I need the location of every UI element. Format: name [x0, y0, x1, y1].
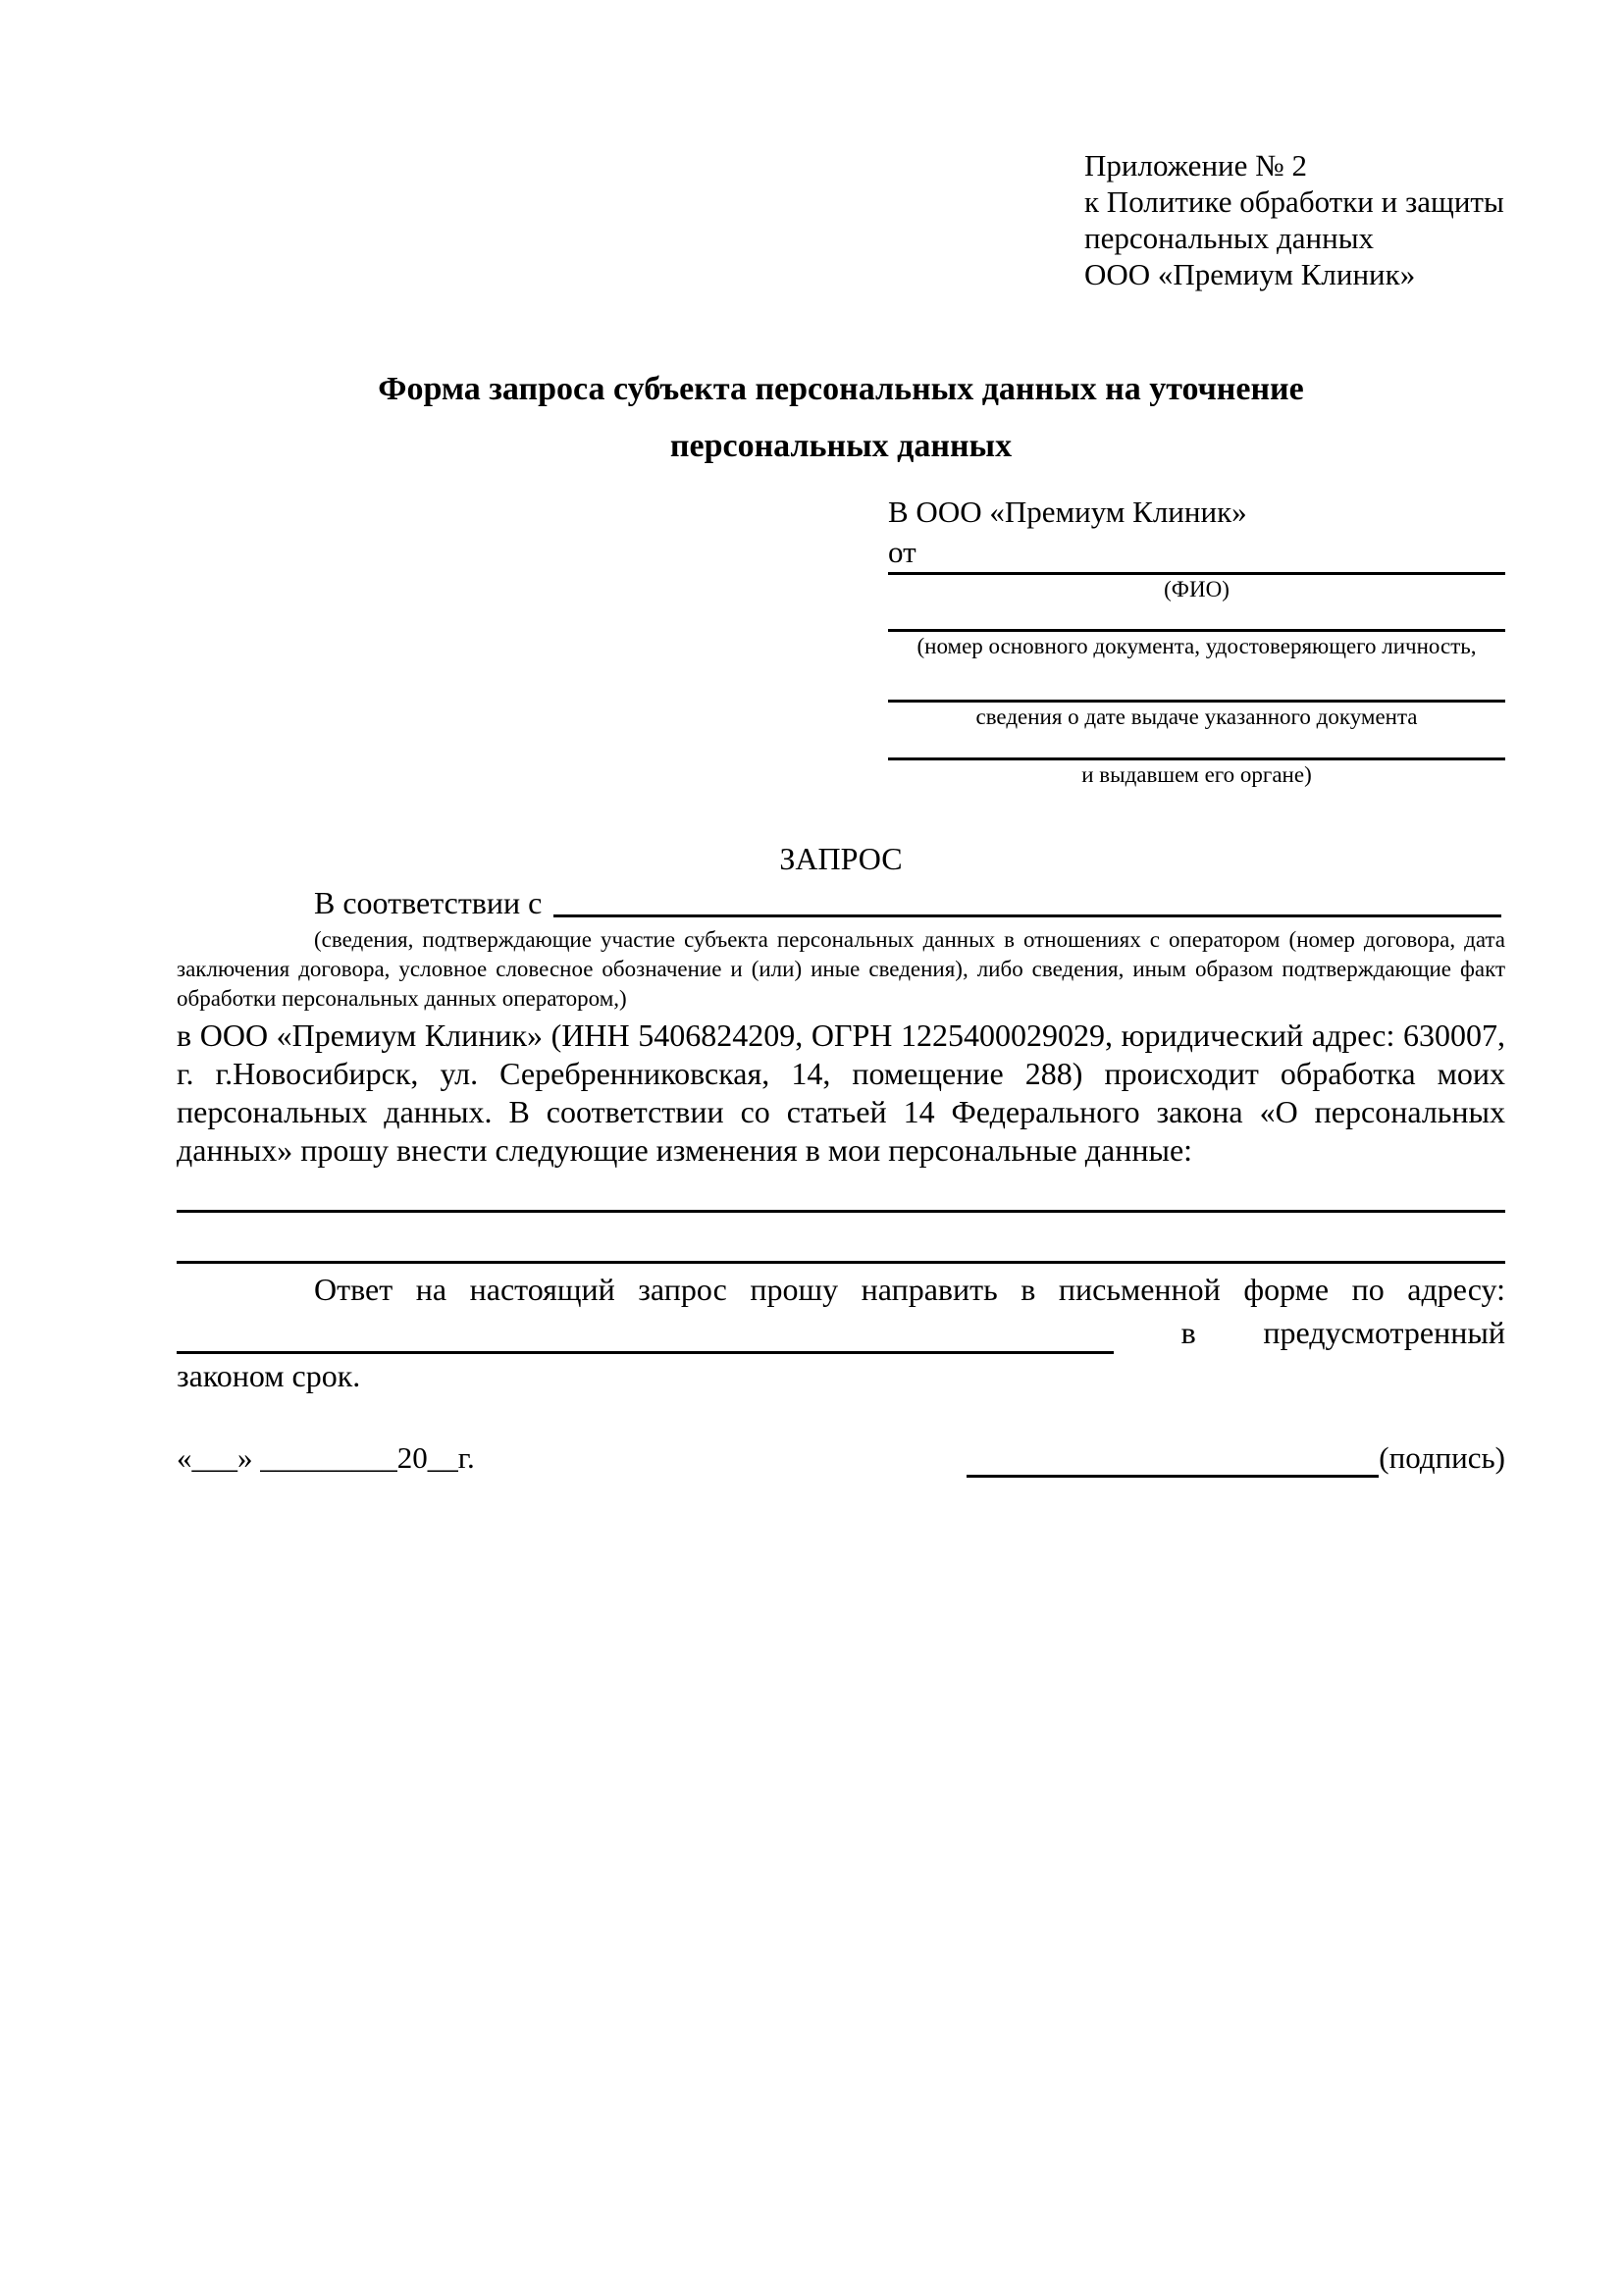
appendix-line: персональных данных — [1084, 221, 1375, 255]
document-number-blank-line — [888, 604, 1505, 632]
basis-blank-line — [553, 883, 1501, 917]
reply-word: предусмотренный — [1263, 1315, 1505, 1350]
signature-group — [967, 1438, 1505, 1478]
appendix-line: к Политике обработки и защиты — [1084, 184, 1504, 219]
footer — [177, 1438, 1505, 1478]
appendix-line: ООО «Премиум Клиник» — [1084, 257, 1416, 291]
issue-date-blank-line — [888, 661, 1505, 703]
addressee-from-line: от — [888, 533, 1505, 575]
request-note: (сведения, подтверждающие участие субъекта персональных данных в отношениях с оператором (номер договора, дата заключения договора, условное словесное обозначение и (или) иные сведения), либо сведения, иным образом подтверждающие факт обработки персональных данных оператором,) — [177, 927, 1505, 1011]
request-body: в ООО «Премиум Клиник» (ИНН 5406824209, ОГРН 1225400029029, юридический адрес: 630007, г. г.Новосибирск, ул. Серебренниковская, 14, помещение 288) происходит обработка моих персональных данных. В соответствии со статьей 14 Федерального закона «О персональных данных» прошу внести следующие изменения в мои персональные данные: — [177, 1018, 1505, 1168]
document-title: Форма запроса субъекта персональных данных на уточнение персональных данных — [378, 371, 1304, 464]
issuing-authority-blank-line — [888, 732, 1505, 760]
reply-end: законом срок. — [177, 1358, 361, 1393]
addressee-block — [888, 493, 1505, 790]
changes-blank-line — [177, 1213, 1505, 1264]
fio-caption: (ФИО) — [1164, 577, 1230, 601]
changes-blank-line — [177, 1170, 1505, 1213]
appendix-line: Приложение № 2 — [1084, 148, 1307, 183]
request-heading: ЗАПРОС — [779, 841, 903, 876]
reply-word: в — [1180, 1315, 1196, 1350]
issuing-authority-caption: и выдавшем его органе) — [1081, 762, 1312, 787]
reply-address-row — [177, 1311, 1505, 1354]
issue-date-caption: сведения о дате выдаче указанного документа — [975, 704, 1418, 729]
request-intro-row — [177, 883, 1505, 922]
date-line: «___» _________20__г. — [177, 1440, 475, 1475]
document-number-caption: (номер основного документа, удостоверяющего личность, — [916, 634, 1477, 658]
signature-blank-line — [967, 1448, 1379, 1478]
addressee-to: В ООО «Премиум Клиник» — [888, 495, 1247, 529]
request-intro-text: В соответствии с — [314, 885, 543, 920]
address-blank-line — [177, 1321, 1114, 1354]
signature-caption: (подпись) — [1379, 1440, 1505, 1475]
appendix-block — [1084, 147, 1505, 292]
reply-intro: Ответ на настоящий запрос прошу направить в письменной форме по адресу: — [314, 1272, 1505, 1307]
